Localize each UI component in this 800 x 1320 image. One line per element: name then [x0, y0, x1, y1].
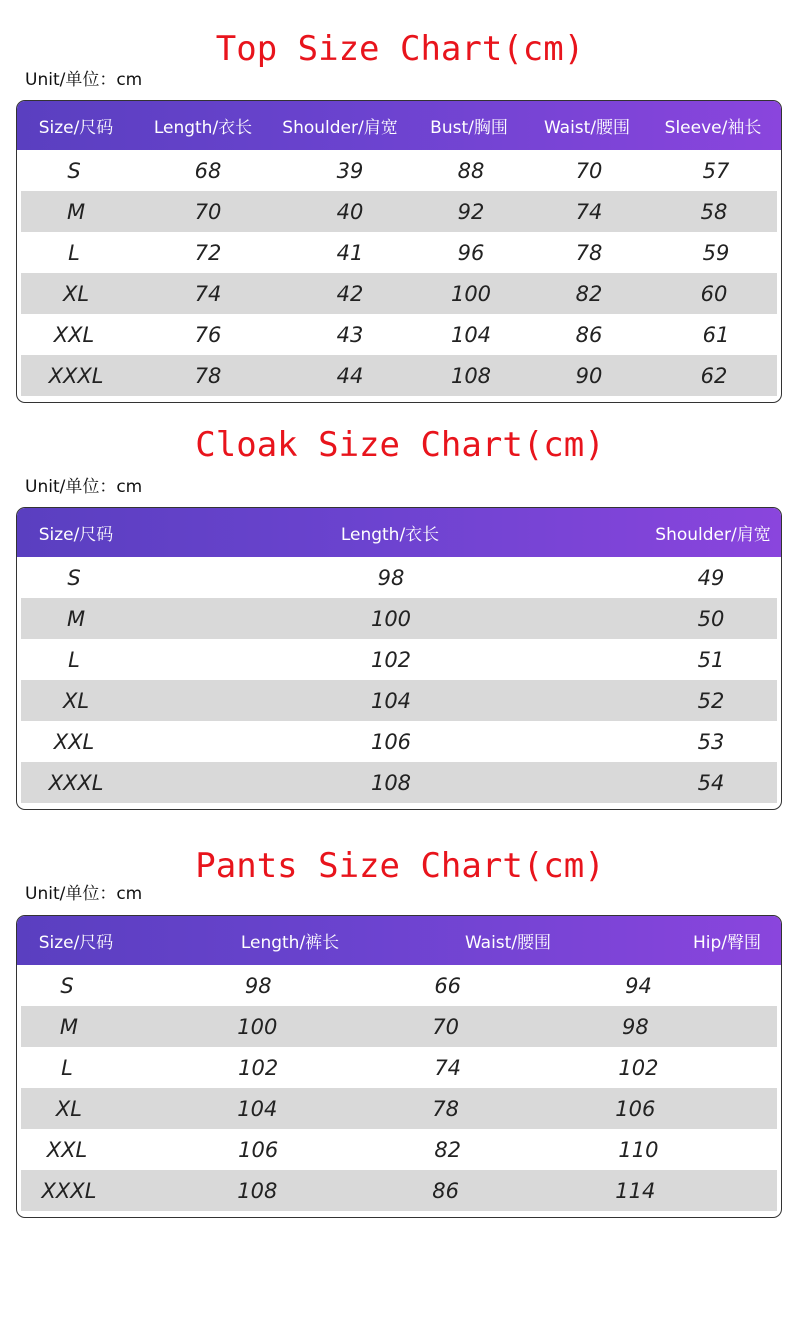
top-header-shoulder: Shoulder/肩宽 — [282, 118, 398, 138]
bust-cell: 108 — [450, 363, 492, 388]
pants-table-header — [17, 916, 781, 965]
sleeve-cell: 62 — [700, 363, 728, 388]
cloak-unit-label: Unit/单位：cm — [25, 477, 143, 497]
size-cell: S — [67, 158, 81, 183]
bust-cell: 100 — [450, 281, 492, 306]
waist-cell: 78 — [432, 1096, 460, 1121]
bust-cell: 104 — [450, 322, 492, 347]
size-cell: L — [68, 647, 80, 672]
shoulder-cell: 39 — [336, 158, 364, 183]
cloak-header-size: Size/尺码 — [38, 525, 114, 545]
bust-cell: 88 — [457, 158, 485, 183]
shoulder-cell: 53 — [697, 729, 725, 754]
table-row — [21, 1088, 777, 1129]
length-cell: 108 — [237, 1178, 278, 1203]
pants-size-table — [16, 915, 782, 1218]
pants-table-body — [17, 965, 781, 1211]
hip-cell: 114 — [615, 1178, 656, 1203]
length-cell: 100 — [237, 1014, 278, 1039]
length-cell: 78 — [194, 363, 222, 388]
pants-header-length: Length/裤长 — [240, 933, 340, 953]
cloak-header-length: Length/衣长 — [340, 525, 440, 545]
waist-cell: 90 — [575, 363, 603, 388]
size-cell: S — [67, 565, 81, 590]
sleeve-cell: 57 — [702, 158, 730, 183]
table-row — [21, 1006, 777, 1047]
top-header-bust: Bust/胸围 — [430, 118, 508, 138]
top-size-table — [16, 100, 782, 403]
pants-unit-label: Unit/单位：cm — [25, 884, 143, 904]
waist-cell: 70 — [432, 1014, 460, 1039]
bust-cell: 92 — [457, 199, 485, 224]
top-unit-label: Unit/单位：cm — [25, 70, 143, 90]
cloak-table-header — [17, 508, 781, 557]
table-row — [17, 965, 781, 1006]
size-cell: XXXL — [48, 363, 104, 388]
size-cell: M — [66, 606, 86, 631]
top-header-sleeve: Sleeve/袖长 — [664, 118, 762, 138]
sleeve-cell: 60 — [700, 281, 728, 306]
table-row — [21, 1170, 777, 1211]
length-cell: 76 — [194, 322, 222, 347]
waist-cell: 70 — [575, 158, 603, 183]
waist-cell: 86 — [575, 322, 603, 347]
table-row — [21, 762, 777, 803]
table-row — [17, 557, 781, 598]
waist-cell: 78 — [575, 240, 603, 265]
length-cell: 106 — [238, 1137, 279, 1162]
pants-header-hip: Hip/臀围 — [692, 933, 761, 953]
table-row — [21, 191, 777, 232]
shoulder-cell: 42 — [336, 281, 364, 306]
table-row — [21, 598, 777, 639]
size-cell: XL — [55, 1096, 82, 1121]
length-cell: 102 — [370, 647, 412, 672]
shoulder-cell: 43 — [336, 322, 364, 347]
table-row — [17, 150, 781, 191]
shoulder-cell: 44 — [336, 363, 364, 388]
cloak-header-shoulder: Shoulder/肩宽 — [655, 525, 771, 545]
length-cell: 108 — [370, 770, 412, 795]
length-cell: 98 — [244, 973, 272, 998]
hip-cell: 106 — [615, 1096, 656, 1121]
table-row — [17, 232, 781, 273]
length-cell: 70 — [194, 199, 222, 224]
shoulder-cell: 50 — [697, 606, 725, 631]
table-row — [17, 721, 781, 762]
hip-cell: 94 — [625, 973, 652, 998]
shoulder-cell: 41 — [336, 240, 364, 265]
cloak-size-table — [16, 507, 782, 810]
size-cell: S — [60, 973, 74, 998]
table-row — [21, 273, 777, 314]
waist-cell: 86 — [432, 1178, 460, 1203]
waist-cell: 82 — [575, 281, 603, 306]
length-cell: 98 — [377, 565, 405, 590]
length-cell: 68 — [194, 158, 222, 183]
cloak-chart-title: Cloak Size Chart(cm) — [195, 425, 605, 465]
shoulder-cell: 52 — [697, 688, 725, 713]
cloak-table-body — [17, 557, 781, 803]
table-row — [21, 355, 777, 396]
length-cell: 100 — [370, 606, 412, 631]
table-row — [21, 680, 777, 721]
hip-cell: 102 — [618, 1055, 659, 1080]
bust-cell: 96 — [457, 240, 485, 265]
length-cell: 104 — [370, 688, 412, 713]
length-cell: 102 — [238, 1055, 279, 1080]
size-cell: XXL — [53, 322, 95, 347]
sleeve-cell: 58 — [700, 199, 728, 224]
pants-chart-title: Pants Size Chart(cm) — [195, 846, 605, 886]
top-header-waist: Waist/腰围 — [543, 118, 631, 138]
shoulder-cell: 51 — [697, 647, 725, 672]
size-cell: XXXL — [41, 1178, 97, 1203]
shoulder-cell: 40 — [336, 199, 364, 224]
length-cell: 72 — [194, 240, 222, 265]
size-cell: XL — [62, 281, 90, 306]
top-chart-title: Top Size Chart(cm) — [215, 29, 585, 69]
waist-cell: 74 — [434, 1055, 462, 1080]
table-row — [17, 639, 781, 680]
pants-header-size: Size/尺码 — [38, 933, 114, 953]
waist-cell: 66 — [434, 973, 462, 998]
hip-cell: 110 — [618, 1137, 659, 1162]
top-table-body — [17, 150, 781, 396]
size-cell: XXL — [53, 729, 95, 754]
length-cell: 74 — [194, 281, 222, 306]
length-cell: 106 — [370, 729, 412, 754]
waist-cell: 74 — [575, 199, 603, 224]
hip-cell: 98 — [621, 1014, 649, 1039]
table-row — [17, 314, 781, 355]
size-cell: L — [68, 240, 80, 265]
pants-header-waist: Waist/腰围 — [464, 933, 552, 953]
length-cell: 104 — [237, 1096, 278, 1121]
size-cell: XXXL — [48, 770, 104, 795]
waist-cell: 82 — [434, 1137, 462, 1162]
sleeve-cell: 61 — [702, 322, 730, 347]
table-row — [17, 1129, 781, 1170]
size-cell: M — [66, 199, 86, 224]
top-header-length: Length/衣长 — [153, 118, 253, 138]
top-header-size: Size/尺码 — [38, 118, 114, 138]
table-row — [17, 1047, 781, 1088]
size-cell: L — [61, 1055, 73, 1080]
size-cell: M — [59, 1014, 79, 1039]
size-cell: XL — [62, 688, 90, 713]
top-table-header — [17, 101, 781, 150]
shoulder-cell: 54 — [697, 770, 725, 795]
sleeve-cell: 59 — [702, 240, 730, 265]
shoulder-cell: 49 — [697, 565, 725, 590]
size-cell: XXL — [46, 1137, 88, 1162]
